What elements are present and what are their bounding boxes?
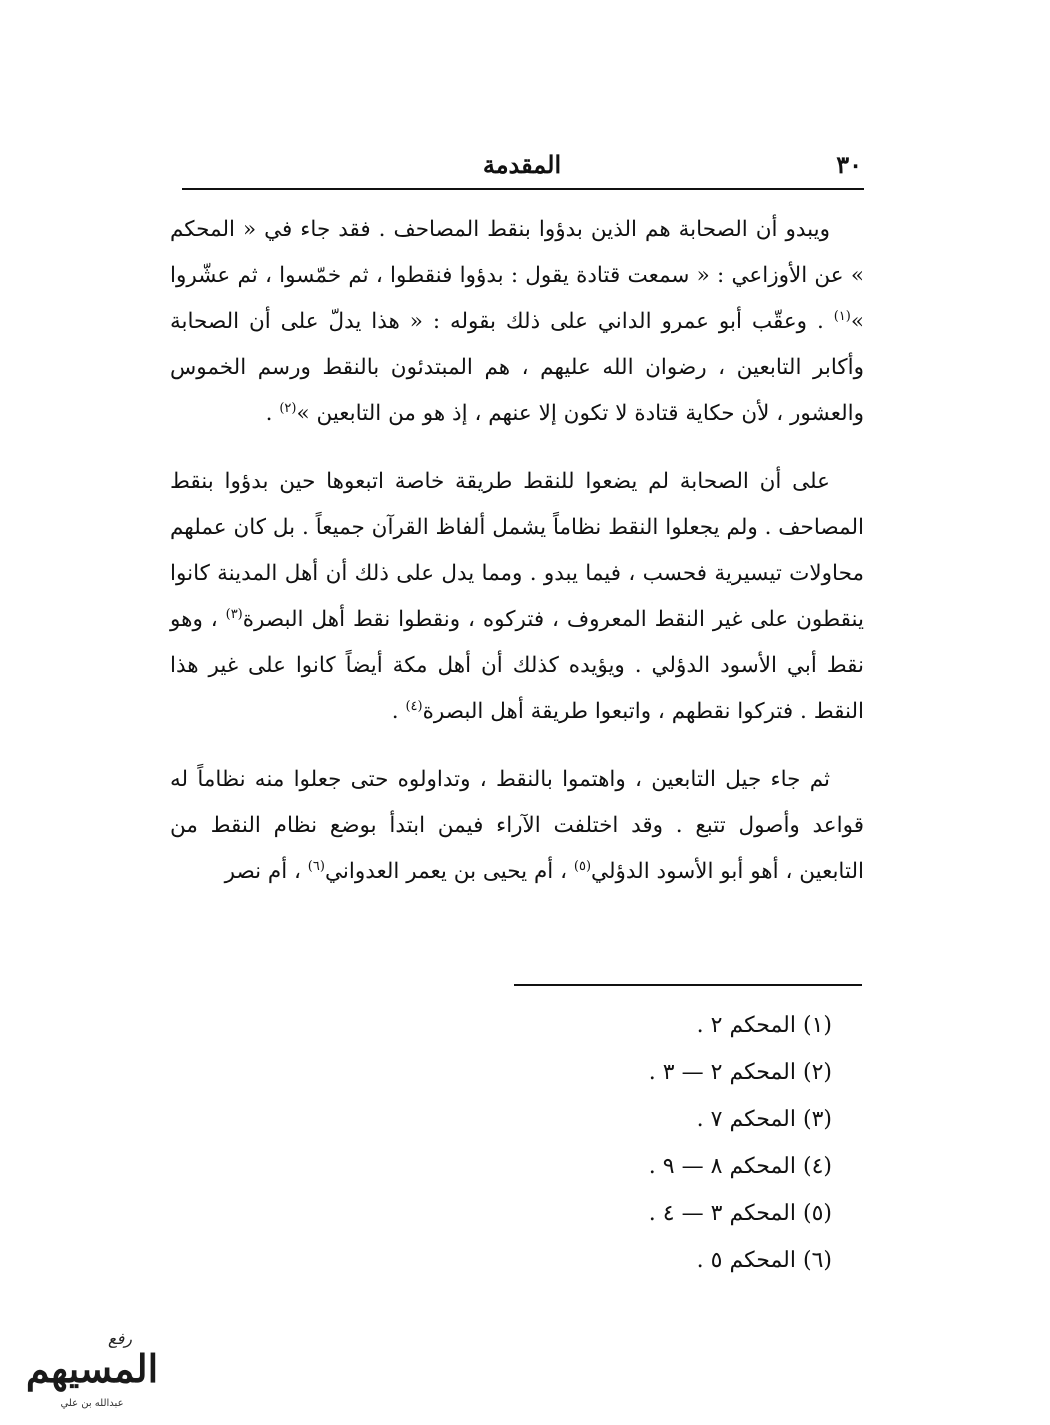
footnote-ref[interactable]: (٦) bbox=[307, 858, 325, 874]
footnote-number: (٥) bbox=[802, 1201, 832, 1226]
paragraph bbox=[170, 459, 864, 735]
footnote-ref[interactable]: (٣) bbox=[225, 606, 243, 622]
text-segment: . وعقّب أبو عمرو الداني على ذلك بقوله : « هذا يدلّ على أن الصحابة وأكابر التابعين ، رضوان الله عليهم ، هم المبتدئون بالنقط ورسم الخموس والعشور ، لأن حكاية قتادة لا تكون إلا عنهم ، إذ هو من التابعين » bbox=[170, 309, 864, 426]
footnote-text: المحكم ٧ . bbox=[696, 1107, 796, 1132]
text-segment: . bbox=[391, 699, 406, 724]
footnote bbox=[500, 1190, 832, 1237]
paragraph bbox=[170, 207, 864, 437]
footnote-number: (٢) bbox=[802, 1060, 832, 1085]
stamp-top-text: رفع bbox=[108, 1329, 132, 1348]
stamp-sub-text: عبدالله بن علي bbox=[60, 1398, 124, 1409]
footnote bbox=[500, 1096, 832, 1143]
page-header bbox=[182, 150, 862, 184]
footnote bbox=[500, 1002, 832, 1049]
text-segment: ثم جاء جيل التابعين ، واهتموا بالنقط ، وتداولوه حتى جعلوا منه نظاماً له قواعد وأصول تتبع . وقد اختلفت الآراء فيمن ابتدأ بوضع نظام النقط من التابعين ، أهو أبو الأسود الدؤلي bbox=[170, 767, 864, 884]
footnote-number: (١) bbox=[802, 1013, 832, 1038]
footnote-ref[interactable]: (٤) bbox=[405, 698, 423, 714]
footnote-text: المحكم ٥ . bbox=[696, 1248, 796, 1273]
footnote-ref[interactable]: (١) bbox=[833, 308, 851, 324]
text-segment: . bbox=[265, 401, 280, 426]
footnote-ref[interactable]: (٢) bbox=[279, 400, 297, 416]
footnote-text: المحكم ٨ — ٩ . bbox=[648, 1154, 796, 1179]
footnote-number: (٣) bbox=[802, 1107, 832, 1132]
footnote-ref[interactable]: (٥) bbox=[573, 858, 592, 874]
page-number: ٣٠ bbox=[836, 150, 862, 179]
footnote-rule bbox=[514, 984, 862, 986]
text-segment: ، أم يحيى بن يعمر العدواني bbox=[324, 859, 574, 884]
footnote-number: (٤) bbox=[802, 1154, 832, 1179]
main-text bbox=[170, 207, 864, 895]
footnote bbox=[500, 1049, 832, 1096]
footnote-text: المحكم ٢ . bbox=[696, 1013, 796, 1038]
footnotes bbox=[500, 1002, 832, 1284]
running-title: المقدمة bbox=[482, 150, 562, 179]
calligraphy-stamp bbox=[12, 1322, 172, 1414]
text-segment: ، أم نصر bbox=[224, 859, 308, 884]
footnote bbox=[500, 1143, 832, 1190]
footnote-number: (٦) bbox=[802, 1248, 832, 1273]
paragraph bbox=[170, 757, 864, 895]
header-rule bbox=[182, 188, 864, 190]
stamp-main-text: المسيهم bbox=[25, 1346, 159, 1391]
text-segment: ويبدو أن الصحابة هم الذين بدؤوا بنقط المصاحف . فقد جاء في « المحكم » عن الأوزاعي : « سمعت قتادة يقول : بدؤوا فنقطوا ، ثم خمّسوا ، ثم عشّروا » bbox=[170, 217, 864, 334]
text-segment: على أن الصحابة لم يضعوا للنقط طريقة خاصة اتبعوها حين بدؤوا بنقط المصاحف . ولم يجعلوا النقط نظاماً يشمل ألفاظ القرآن جميعاً . بل كان عملهم محاولات تيسيرية فحسب ، فيما يبدو . ومما يدل على ذلك أن أهل المدينة كانوا ينقطون على غير النقط المعروف ، فتركوه ، ونقطوا نقط أهل البصرة bbox=[170, 469, 865, 632]
footnote-text: المحكم ٣ — ٤ . bbox=[648, 1201, 796, 1226]
text-segment: ، وهو نقط أبي الأسود الدؤلي . ويؤيده كذلك أن أهل مكة أيضاً كانوا على غير هذا النقط . فتركوا نقطهم ، واتبعوا طريقة أهل البصرة bbox=[170, 607, 864, 724]
footnote-text: المحكم ٢ — ٣ . bbox=[648, 1060, 796, 1085]
footnote bbox=[500, 1237, 832, 1284]
